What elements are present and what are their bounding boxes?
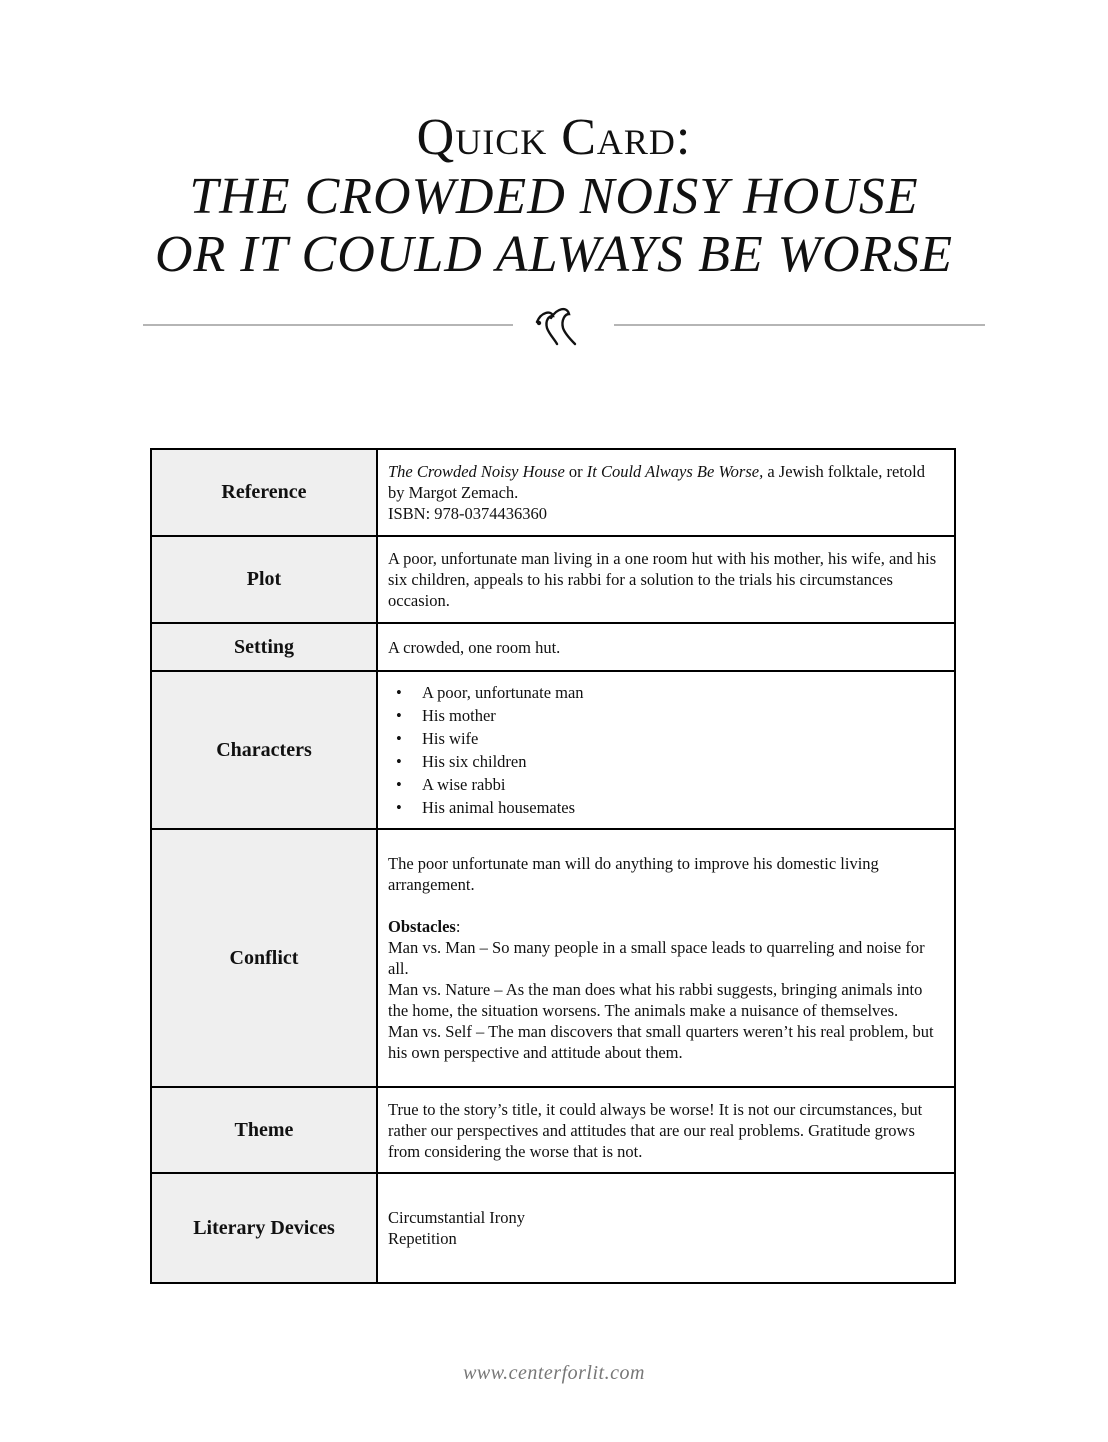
characters-list [388, 681, 944, 819]
row-content-plot: A poor, unfortunate man living in a one room hut with his mother, his wife, and his six children, appeals to his rabbi for a solution to the trials his circumstances occasion. [377, 536, 955, 623]
obstacles-colon: : [455, 917, 461, 936]
row-content-literary-devices [377, 1173, 955, 1283]
title-book-name: THE CROWDED NOISY HOUSE [189, 168, 919, 225]
row-label-characters: Characters [151, 671, 377, 829]
reference-or-word: or [564, 462, 587, 481]
title-divider [0, 300, 1108, 350]
table-row-plot [151, 536, 955, 623]
quick-card-table [150, 448, 956, 1284]
title-quick-card: Quick Card: [416, 109, 692, 166]
table-row-setting [151, 623, 955, 671]
literary-device-item: Circumstantial Irony [388, 1208, 526, 1227]
table-row-characters [151, 671, 955, 829]
table-row-literary-devices [151, 1173, 955, 1283]
reference-description: a Jewish folktale, retold by Margot Zemach. [388, 462, 925, 502]
reference-isbn: ISBN: 978-0374436360 [388, 504, 548, 523]
list-item: • A wise rabbi [396, 773, 944, 796]
divider-line-left [143, 324, 513, 326]
list-item: • A poor, unfortunate man [396, 681, 944, 704]
conflict-intro: The poor unfortunate man will do anything to improve his domestic living arrangement. [388, 854, 879, 894]
flourish-ornament-icon [531, 302, 579, 348]
row-label-setting: Setting [151, 623, 377, 671]
divider-line-right [614, 324, 985, 326]
list-item: • His animal housemates [396, 796, 944, 819]
row-label-reference: Reference [151, 449, 377, 536]
title-alt-book-name: OR IT COULD ALWAYS BE WORSE [154, 226, 954, 283]
row-content-conflict [377, 829, 955, 1087]
row-label-theme: Theme [151, 1087, 377, 1173]
obstacles-heading: Obstacles [388, 917, 456, 936]
row-label-conflict: Conflict [151, 829, 377, 1087]
conflict-man-vs-nature: Man vs. Nature – As the man does what his rabbi suggests, bringing animals into the home, the situation worsens. The animals make a nuisance of themselves. [388, 980, 923, 1020]
row-content-characters [377, 671, 955, 829]
footer-url: www.centerforlit.com [463, 1362, 645, 1384]
reference-book-title-1: The Crowded Noisy House [388, 462, 565, 481]
list-item: • His wife [396, 727, 944, 750]
list-item: • His mother [396, 704, 944, 727]
table-row-theme [151, 1087, 955, 1173]
literary-device-item: Repetition [388, 1229, 457, 1248]
conflict-man-vs-self: Man vs. Self – The man discovers that small quarters weren’t his real problem, but his own perspective and attitude about them. [388, 1022, 934, 1062]
conflict-man-vs-man: Man vs. Man – So many people in a small space leads to quarreling and noise for all. [388, 938, 925, 978]
row-label-literary-devices: Literary Devices [151, 1173, 377, 1283]
row-content-setting: A crowded, one room hut. [377, 623, 955, 671]
list-item: • His six children [396, 750, 944, 773]
row-content-theme: True to the story’s title, it could always be worse! It is not our circumstances, but rather our perspectives and attitudes that are our real problems. Gratitude grows from considering the worse that is not. [377, 1087, 955, 1173]
table-row-conflict [151, 829, 955, 1087]
reference-book-title-2: It Could Always Be Worse, [586, 462, 764, 481]
table-row-reference [151, 449, 955, 536]
row-content-reference [377, 449, 955, 536]
row-label-plot: Plot [151, 536, 377, 623]
page-title [0, 108, 1108, 284]
